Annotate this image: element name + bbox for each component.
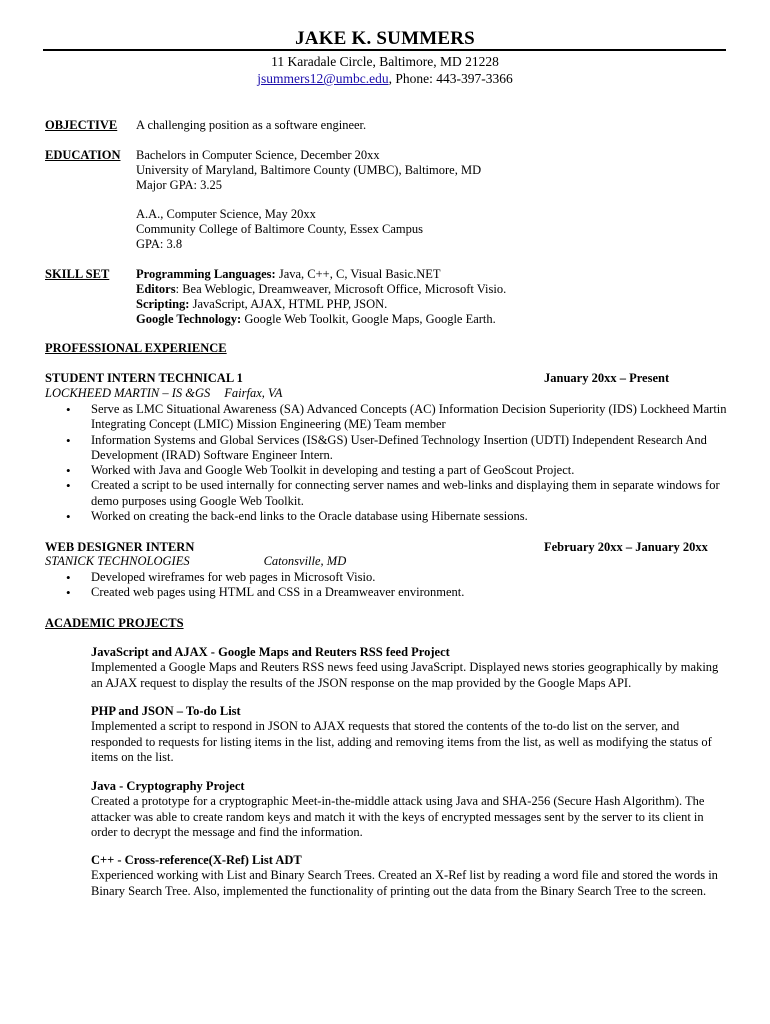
skill-item: Google Technology: Google Web Toolkit, Google Maps, Google Earth. xyxy=(136,312,496,326)
job-location: Catonsville, MD xyxy=(263,554,347,568)
gpa: Major GPA: 3.25 xyxy=(136,178,223,192)
job-company: LOCKHEED MARTIN – IS &GS Fairfax, VA xyxy=(45,386,283,400)
contact-line xyxy=(0,70,770,87)
skill-item: Editors: Bea Weblogic, Dreamweaver, Microsoft Office, Microsoft Visio. xyxy=(136,282,507,296)
objective-text: A challenging position as a software engineer. xyxy=(136,118,367,132)
job-bullets xyxy=(45,402,727,524)
job-bullets xyxy=(45,570,727,601)
list-item: • Created web pages using HTML and CSS in a Dreamweaver environment. xyxy=(45,585,727,600)
education-entry-1 xyxy=(136,148,726,193)
phone: , Phone: 443-397-3366 xyxy=(388,71,513,86)
gpa: GPA: 3.8 xyxy=(136,237,183,251)
project-item xyxy=(91,704,727,765)
objective-label: OBJECTIVE xyxy=(45,118,118,132)
list-item: • Created a script to be used internally for connecting server names and web-links and displaying them in separate windows for demo purposes using Google Web Toolkit. xyxy=(45,478,727,509)
job-location: Fairfax, VA xyxy=(224,386,283,400)
project-item xyxy=(91,645,727,691)
project-item xyxy=(91,779,727,840)
school: Community College of Baltimore County, Essex Campus xyxy=(136,222,424,236)
list-item: • Developed wireframes for web pages in Microsoft Visio. xyxy=(45,570,727,585)
project-desc: Implemented a script to respond in JSON to AJAX requests that stored the contents of the to-do list on the server, and responded to requests for listing items in the list, adding and removing items from the list, as well as modifying the status of items on the list. xyxy=(91,719,712,764)
projects-label: ACADEMIC PROJECTS xyxy=(45,616,184,630)
project-desc: Experienced working with List and Binary Search Trees. Created an X-Ref list by reading a word file and stored the words in Binary Search Tree. Also, implemented the functionality of printing out the data from the Binary Search Tree to the screen. xyxy=(91,868,718,898)
skill-item: Scripting: JavaScript, AJAX, HTML PHP, JSON. xyxy=(136,297,388,311)
job-company: STANICK TECHNOLOGIES Catonsville, MD xyxy=(45,554,347,568)
job-title: WEB DESIGNER INTERN xyxy=(45,540,195,554)
school: University of Maryland, Baltimore County (UMBC), Baltimore, MD xyxy=(136,163,482,177)
header-divider xyxy=(43,49,726,51)
email-link[interactable]: jsummers12@umbc.edu xyxy=(257,71,389,86)
job-title: STUDENT INTERN TECHNICAL 1 xyxy=(45,371,243,385)
project-desc: Implemented a Google Maps and Reuters RSS news feed using JavaScript. Displayed news stories geographically by making an AJAX request to display the results of the JSON response on the map provided by the Google Maps API. xyxy=(91,660,719,690)
skills-label: SKILL SET xyxy=(45,267,110,281)
skill-item: Programming Languages: Java, C++, C, Visual Basic.NET xyxy=(136,267,441,281)
experience-label: PROFESSIONAL EXPERIENCE xyxy=(45,341,227,355)
list-item: • Worked with Java and Google Web Toolkit in developing and testing a part of GeoScout Project. xyxy=(45,463,727,478)
skills-list xyxy=(136,267,726,327)
project-item xyxy=(91,853,727,899)
project-title: JavaScript and AJAX - Google Maps and Reuters RSS feed Project xyxy=(91,645,450,659)
education-entry-2 xyxy=(136,207,726,252)
project-title: Java - Cryptography Project xyxy=(91,779,245,793)
job-dates: February 20xx – January 20xx xyxy=(544,540,708,554)
project-desc: Created a prototype for a cryptographic Meet-in-the-middle attack using Java and SHA-256 (Secure Hash Algorithm). The attacker was able to create random keys and match it with the keys of encrypted messages sent by the server to its client in order to decrypt the message and find the information. xyxy=(91,794,705,839)
list-item: • Information Systems and Global Services (IS&GS) User-Defined Technology Insertion (UDTI) Independent Research And Development (IRAD) Software Engineer Intern. xyxy=(45,433,727,464)
degree: A.A., Computer Science, May 20xx xyxy=(136,207,316,221)
project-title: PHP and JSON – To-do List xyxy=(91,704,241,718)
job-dates: January 20xx – Present xyxy=(544,371,670,385)
list-item: • Serve as LMC Situational Awareness (SA) Advanced Concepts (AC) Information Decision Superiority (IDS) Lockheed Martin Integrating Concept (LMIC) Mission Engineering (ME) Team member xyxy=(45,402,727,433)
project-title: C++ - Cross-reference(X-Ref) List ADT xyxy=(91,853,302,867)
education-label: EDUCATION xyxy=(45,148,121,162)
list-item: • Worked on creating the back-end links to the Oracle database using Hibernate sessions. xyxy=(45,509,727,524)
degree: Bachelors in Computer Science, December 20xx xyxy=(136,148,380,162)
address: 11 Karadale Circle, Baltimore, MD 21228 xyxy=(271,54,499,69)
candidate-name: JAKE K. SUMMERS xyxy=(295,28,475,49)
